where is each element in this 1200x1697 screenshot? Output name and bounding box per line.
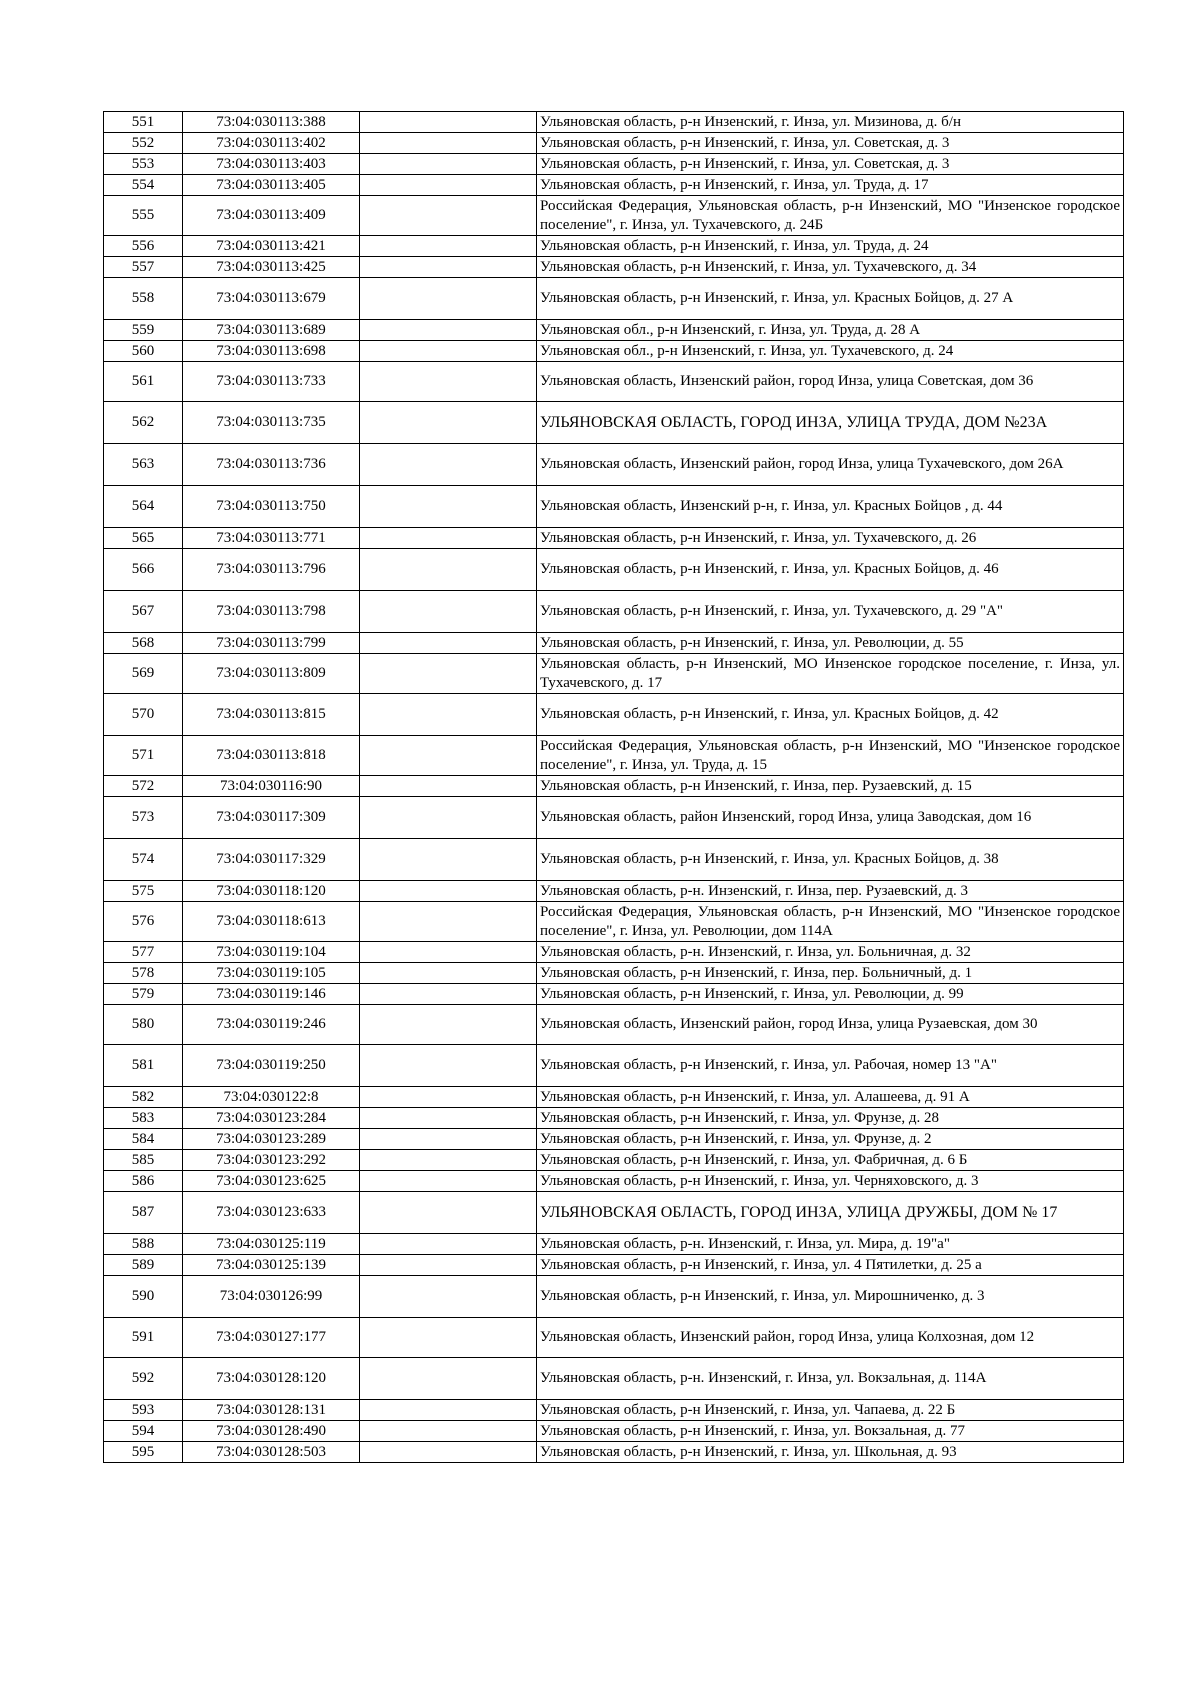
address-cell: Ульяновская область, Инзенский район, город Инза, улица Советская, дом 36 [537, 362, 1124, 402]
cadastral-number: 73:04:030113:421 [183, 236, 360, 257]
cadastral-number: 73:04:030116:90 [183, 776, 360, 797]
table-row [104, 591, 1124, 633]
address-cell: Ульяновская область, р-н Инзенский, г. Инза, ул. Советская, д. 3 [537, 133, 1124, 154]
cadastral-number: 73:04:030113:733 [183, 362, 360, 402]
empty-cell [360, 278, 537, 320]
row-number: 579 [104, 984, 183, 1005]
empty-cell [360, 486, 537, 528]
row-number: 553 [104, 154, 183, 175]
table-row [104, 112, 1124, 133]
table-row [104, 528, 1124, 549]
address-cell: Ульяновская область, р-н Инзенский, г. Инза, ул. Труда, д. 17 [537, 175, 1124, 196]
table-row [104, 1045, 1124, 1087]
row-number: 581 [104, 1045, 183, 1087]
empty-cell [360, 776, 537, 797]
empty-cell [360, 736, 537, 776]
empty-cell [360, 1045, 537, 1087]
empty-cell [360, 1421, 537, 1442]
row-number: 584 [104, 1129, 183, 1150]
empty-cell [360, 1276, 537, 1318]
table-row [104, 776, 1124, 797]
table-row [104, 154, 1124, 175]
empty-cell [360, 1129, 537, 1150]
row-number: 578 [104, 963, 183, 984]
row-number: 551 [104, 112, 183, 133]
address-cell: Ульяновская область, р-н Инзенский, г. Инза, ул. Революции, д. 55 [537, 633, 1124, 654]
address-cell: Ульяновская область, р-н Инзенский, г. Инза, ул. 4 Пятилетки, д. 25 а [537, 1255, 1124, 1276]
row-number: 566 [104, 549, 183, 591]
table-row [104, 444, 1124, 486]
empty-cell [360, 1150, 537, 1171]
table-row [104, 942, 1124, 963]
address-cell: Российская Федерация, Ульяновская область, р-н Инзенский, МО "Инзенское городское поселение", г. Инза, ул. Революции, дом 114А [537, 902, 1124, 942]
cadastral-number: 73:04:030127:177 [183, 1318, 360, 1358]
cadastral-number: 73:04:030117:309 [183, 797, 360, 839]
row-number: 583 [104, 1108, 183, 1129]
address-cell: Ульяновская область, р-н Инзенский, г. Инза, ул. Красных Бойцов, д. 46 [537, 549, 1124, 591]
cadastral-number: 73:04:030119:250 [183, 1045, 360, 1087]
empty-cell [360, 942, 537, 963]
table-row [104, 1108, 1124, 1129]
cadastral-number: 73:04:030113:771 [183, 528, 360, 549]
cadastral-number: 73:04:030123:633 [183, 1192, 360, 1234]
table-row [104, 654, 1124, 694]
empty-cell [360, 797, 537, 839]
empty-cell [360, 1255, 537, 1276]
row-number: 552 [104, 133, 183, 154]
empty-cell [360, 320, 537, 341]
cadastral-number: 73:04:030113:818 [183, 736, 360, 776]
address-cell: Ульяновская область, р-н Инзенский, г. Инза, ул. Труда, д. 24 [537, 236, 1124, 257]
cadastral-number: 73:04:030119:146 [183, 984, 360, 1005]
table-row [104, 1192, 1124, 1234]
table-row [104, 902, 1124, 942]
address-cell: Ульяновская область, р-н Инзенский, г. Инза, ул. Фрунзе, д. 2 [537, 1129, 1124, 1150]
row-number: 562 [104, 402, 183, 444]
address-cell: Ульяновская область, р-н Инзенский, г. Инза, ул. Мизинова, д. б/н [537, 112, 1124, 133]
cadastral-number: 73:04:030113:425 [183, 257, 360, 278]
empty-cell [360, 1005, 537, 1045]
address-cell: Ульяновская область, Инзенский район, город Инза, улица Рузаевская, дом 30 [537, 1005, 1124, 1045]
address-cell: Российская Федерация, Ульяновская область, р-н Инзенский, МО "Инзенское городское поселение", г. Инза, ул. Труда, д. 15 [537, 736, 1124, 776]
row-number: 575 [104, 881, 183, 902]
address-cell: УЛЬЯНОВСКАЯ ОБЛАСТЬ, ГОРОД ИНЗА, УЛИЦА ДРУЖБЫ, ДОМ № 17 [537, 1192, 1124, 1234]
empty-cell [360, 133, 537, 154]
table-row [104, 341, 1124, 362]
row-number: 588 [104, 1234, 183, 1255]
row-number: 570 [104, 694, 183, 736]
table-row [104, 1358, 1124, 1400]
address-cell: Ульяновская область, р-н Инзенский, г. Инза, ул. Мирошниченко, д. 3 [537, 1276, 1124, 1318]
empty-cell [360, 1087, 537, 1108]
cadastral-number: 73:04:030122:8 [183, 1087, 360, 1108]
empty-cell [360, 1442, 537, 1463]
row-number: 559 [104, 320, 183, 341]
row-number: 561 [104, 362, 183, 402]
cadastral-number: 73:04:030113:799 [183, 633, 360, 654]
cadastral-number: 73:04:030113:735 [183, 402, 360, 444]
address-cell: Ульяновская область, р-н Инзенский, г. Инза, пер. Больничный, д. 1 [537, 963, 1124, 984]
cadastral-number: 73:04:030113:689 [183, 320, 360, 341]
address-cell: Ульяновская область, р-н Инзенский, г. Инза, ул. Рабочая, номер 13 "А" [537, 1045, 1124, 1087]
cadastral-number: 73:04:030119:246 [183, 1005, 360, 1045]
row-number: 556 [104, 236, 183, 257]
empty-cell [360, 196, 537, 236]
table-row [104, 402, 1124, 444]
address-cell: Ульяновская область, Инзенский р-н, г. Инза, ул. Красных Бойцов , д. 44 [537, 486, 1124, 528]
address-cell: Ульяновская область, р-н Инзенский, г. Инза, ул. Красных Бойцов, д. 27 А [537, 278, 1124, 320]
row-number: 569 [104, 654, 183, 694]
cadastral-number: 73:04:030128:503 [183, 1442, 360, 1463]
row-number: 589 [104, 1255, 183, 1276]
table-row [104, 1318, 1124, 1358]
table-row [104, 133, 1124, 154]
empty-cell [360, 1358, 537, 1400]
table-row [104, 257, 1124, 278]
address-cell: УЛЬЯНОВСКАЯ ОБЛАСТЬ, ГОРОД ИНЗА, УЛИЦА ТРУДА, ДОМ №23А [537, 402, 1124, 444]
table-row [104, 1400, 1124, 1421]
empty-cell [360, 362, 537, 402]
empty-cell [360, 591, 537, 633]
address-cell: Ульяновская обл., р-н Инзенский, г. Инза, ул. Труда, д. 28 А [537, 320, 1124, 341]
table-row [104, 1234, 1124, 1255]
empty-cell [360, 1171, 537, 1192]
address-cell: Ульяновская область, р-н. Инзенский, г. Инза, ул. Больничная, д. 32 [537, 942, 1124, 963]
address-cell: Ульяновская область, р-н Инзенский, г. Инза, пер. Рузаевский, д. 15 [537, 776, 1124, 797]
cadastral-number: 73:04:030113:698 [183, 341, 360, 362]
table-row [104, 1276, 1124, 1318]
empty-cell [360, 528, 537, 549]
address-cell: Ульяновская область, р-н Инзенский, г. Инза, ул. Тухачевского, д. 29 "А" [537, 591, 1124, 633]
cadastral-number: 73:04:030113:736 [183, 444, 360, 486]
empty-cell [360, 963, 537, 984]
table-row [104, 1421, 1124, 1442]
cadastral-number: 73:04:030118:613 [183, 902, 360, 942]
table-row [104, 196, 1124, 236]
row-number: 580 [104, 1005, 183, 1045]
address-cell: Ульяновская область, р-н Инзенский, г. Инза, ул. Чапаева, д. 22 Б [537, 1400, 1124, 1421]
cadastral-number: 73:04:030126:99 [183, 1276, 360, 1318]
row-number: 586 [104, 1171, 183, 1192]
cadastral-number: 73:04:030113:402 [183, 133, 360, 154]
address-cell: Ульяновская область, Инзенский район, город Инза, улица Тухачевского, дом 26А [537, 444, 1124, 486]
row-number: 555 [104, 196, 183, 236]
cadastral-number: 73:04:030123:292 [183, 1150, 360, 1171]
empty-cell [360, 444, 537, 486]
cadastral-number: 73:04:030123:284 [183, 1108, 360, 1129]
cadastral-number: 73:04:030123:289 [183, 1129, 360, 1150]
table-row [104, 963, 1124, 984]
empty-cell [360, 341, 537, 362]
cadastral-number: 73:04:030128:490 [183, 1421, 360, 1442]
empty-cell [360, 112, 537, 133]
address-cell: Ульяновская область, р-н Инзенский, г. Инза, ул. Тухачевского, д. 34 [537, 257, 1124, 278]
row-number: 573 [104, 797, 183, 839]
address-cell: Ульяновская область, р-н Инзенский, г. Инза, ул. Красных Бойцов, д. 42 [537, 694, 1124, 736]
table-row [104, 984, 1124, 1005]
table-row [104, 694, 1124, 736]
cadastral-number: 73:04:030113:798 [183, 591, 360, 633]
cadastral-number: 73:04:030113:403 [183, 154, 360, 175]
empty-cell [360, 902, 537, 942]
address-cell: Ульяновская область, р-н Инзенский, г. Инза, ул. Черняховского, д. 3 [537, 1171, 1124, 1192]
address-cell: Ульяновская область, р-н Инзенский, г. Инза, ул. Вокзальная, д. 77 [537, 1421, 1124, 1442]
address-cell: Ульяновская область, р-н Инзенский, г. Инза, ул. Революции, д. 99 [537, 984, 1124, 1005]
cadastral-number: 73:04:030113:679 [183, 278, 360, 320]
row-number: 594 [104, 1421, 183, 1442]
row-number: 585 [104, 1150, 183, 1171]
row-number: 558 [104, 278, 183, 320]
cadastral-number: 73:04:030113:388 [183, 112, 360, 133]
empty-cell [360, 1108, 537, 1129]
table-row [104, 881, 1124, 902]
cadastral-number: 73:04:030113:796 [183, 549, 360, 591]
empty-cell [360, 1318, 537, 1358]
empty-cell [360, 154, 537, 175]
empty-cell [360, 654, 537, 694]
table-row [104, 549, 1124, 591]
address-cell: Ульяновская область, р-н Инзенский, г. Инза, ул. Алашеева, д. 91 А [537, 1087, 1124, 1108]
cadastral-number: 73:04:030128:120 [183, 1358, 360, 1400]
row-number: 591 [104, 1318, 183, 1358]
cadastral-number: 73:04:030113:809 [183, 654, 360, 694]
cadastral-number: 73:04:030119:105 [183, 963, 360, 984]
table-row [104, 278, 1124, 320]
cadastral-table [103, 111, 1124, 1463]
table-row [104, 797, 1124, 839]
row-number: 572 [104, 776, 183, 797]
row-number: 563 [104, 444, 183, 486]
empty-cell [360, 236, 537, 257]
address-cell: Ульяновская область, Инзенский район, город Инза, улица Колхозная, дом 12 [537, 1318, 1124, 1358]
address-cell: Ульяновская область, р-н Инзенский, г. Инза, ул. Советская, д. 3 [537, 154, 1124, 175]
cadastral-number: 73:04:030119:104 [183, 942, 360, 963]
cadastral-number: 73:04:030125:119 [183, 1234, 360, 1255]
table-row [104, 1087, 1124, 1108]
empty-cell [360, 402, 537, 444]
row-number: 567 [104, 591, 183, 633]
cadastral-number: 73:04:030125:139 [183, 1255, 360, 1276]
address-cell: Ульяновская область, р-н Инзенский, г. Инза, ул. Школьная, д. 93 [537, 1442, 1124, 1463]
empty-cell [360, 549, 537, 591]
address-cell: Ульяновская область, район Инзенский, город Инза, улица Заводская, дом 16 [537, 797, 1124, 839]
row-number: 560 [104, 341, 183, 362]
table-row [104, 736, 1124, 776]
row-number: 576 [104, 902, 183, 942]
table-row [104, 633, 1124, 654]
address-cell: Ульяновская область, р-н Инзенский, г. Инза, ул. Фрунзе, д. 28 [537, 1108, 1124, 1129]
row-number: 554 [104, 175, 183, 196]
row-number: 574 [104, 839, 183, 881]
row-number: 568 [104, 633, 183, 654]
row-number: 590 [104, 1276, 183, 1318]
empty-cell [360, 257, 537, 278]
empty-cell [360, 1192, 537, 1234]
empty-cell [360, 633, 537, 654]
row-number: 565 [104, 528, 183, 549]
row-number: 587 [104, 1192, 183, 1234]
address-cell: Ульяновская область, р-н. Инзенский, г. Инза, ул. Вокзальная, д. 114А [537, 1358, 1124, 1400]
table-row [104, 839, 1124, 881]
table-row [104, 175, 1124, 196]
cadastral-number: 73:04:030113:750 [183, 486, 360, 528]
table-row [104, 1171, 1124, 1192]
table-row [104, 236, 1124, 257]
cadastral-number: 73:04:030117:329 [183, 839, 360, 881]
empty-cell [360, 1234, 537, 1255]
cadastral-number: 73:04:030128:131 [183, 1400, 360, 1421]
empty-cell [360, 984, 537, 1005]
table-row [104, 1150, 1124, 1171]
cadastral-table-body [104, 112, 1124, 1463]
table-row [104, 1005, 1124, 1045]
row-number: 593 [104, 1400, 183, 1421]
address-cell: Ульяновская область, р-н Инзенский, МО Инзенское городское поселение, г. Инза, ул. Тухачевского, д. 17 [537, 654, 1124, 694]
address-cell: Ульяновская область, р-н. Инзенский, г. Инза, пер. Рузаевский, д. 3 [537, 881, 1124, 902]
address-cell: Ульяновская область, р-н. Инзенский, г. Инза, ул. Мира, д. 19"а" [537, 1234, 1124, 1255]
row-number: 592 [104, 1358, 183, 1400]
cadastral-number: 73:04:030123:625 [183, 1171, 360, 1192]
address-cell: Ульяновская обл., р-н Инзенский, г. Инза, ул. Тухачевского, д. 24 [537, 341, 1124, 362]
empty-cell [360, 175, 537, 196]
row-number: 571 [104, 736, 183, 776]
row-number: 577 [104, 942, 183, 963]
row-number: 557 [104, 257, 183, 278]
table-row [104, 1255, 1124, 1276]
address-cell: Российская Федерация, Ульяновская область, р-н Инзенский, МО "Инзенское городское поселение", г. Инза, ул. Тухачевского, д. 24Б [537, 196, 1124, 236]
row-number: 582 [104, 1087, 183, 1108]
address-cell: Ульяновская область, р-н Инзенский, г. Инза, ул. Фабричная, д. 6 Б [537, 1150, 1124, 1171]
empty-cell [360, 694, 537, 736]
cadastral-number: 73:04:030113:409 [183, 196, 360, 236]
table-row [104, 486, 1124, 528]
table-row [104, 1129, 1124, 1150]
row-number: 564 [104, 486, 183, 528]
empty-cell [360, 839, 537, 881]
table-row [104, 362, 1124, 402]
empty-cell [360, 881, 537, 902]
cadastral-number: 73:04:030113:405 [183, 175, 360, 196]
empty-cell [360, 1400, 537, 1421]
address-cell: Ульяновская область, р-н Инзенский, г. Инза, ул. Красных Бойцов, д. 38 [537, 839, 1124, 881]
address-cell: Ульяновская область, р-н Инзенский, г. Инза, ул. Тухачевского, д. 26 [537, 528, 1124, 549]
cadastral-number: 73:04:030118:120 [183, 881, 360, 902]
table-row [104, 1442, 1124, 1463]
cadastral-number: 73:04:030113:815 [183, 694, 360, 736]
row-number: 595 [104, 1442, 183, 1463]
table-row [104, 320, 1124, 341]
